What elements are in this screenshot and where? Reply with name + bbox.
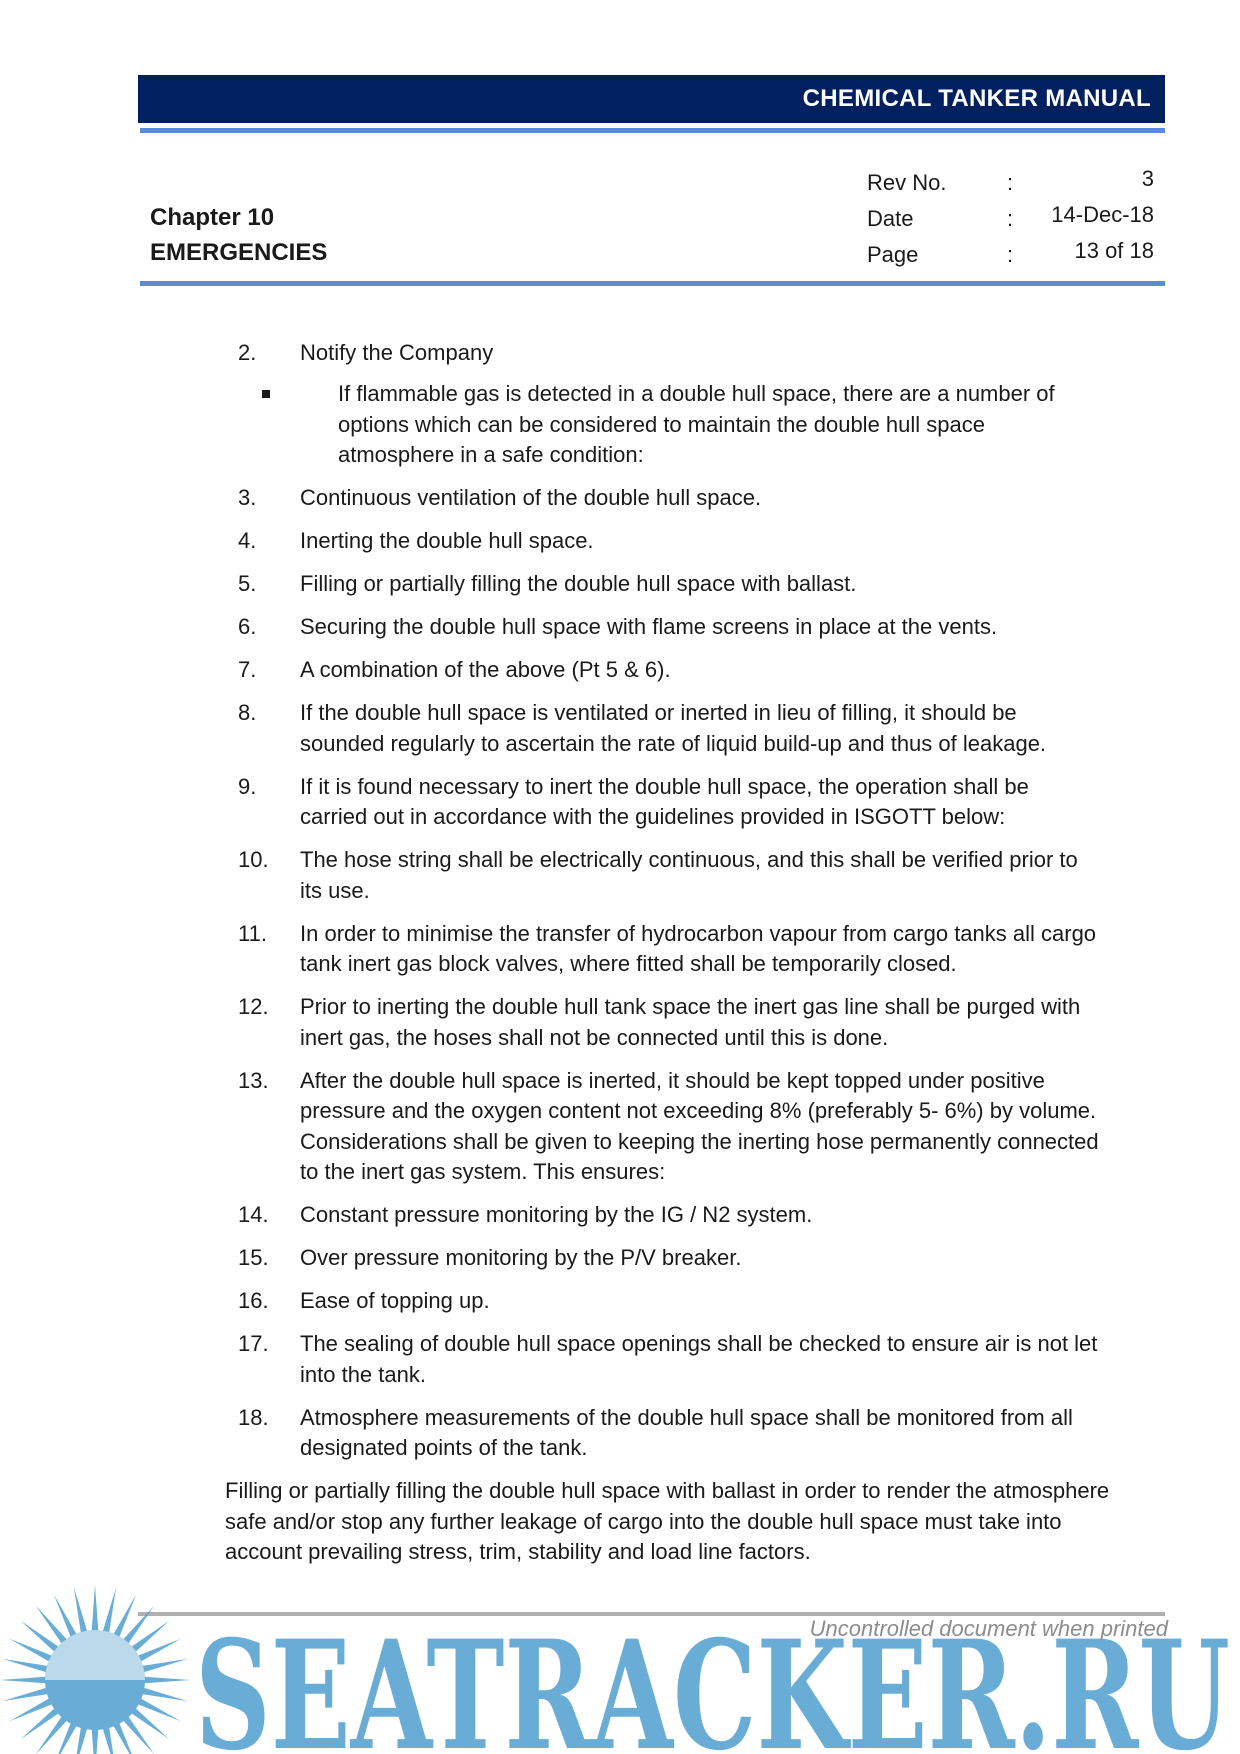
list-item-number: 9.: [238, 773, 257, 799]
list-item-text: After the double hull space is inerted, it should be kept topped under positive pressure and the oxygen content not exceeding 8% (preferably 5- 6%) by volume. Considerations shall be given to keeping the inerting hose permanently connected to the inert gas system. This ensures:: [300, 1067, 1099, 1184]
list-item-number: 14.: [238, 1202, 269, 1227]
list-item-text: Notify the Company: [300, 340, 494, 365]
bullet-item: [200, 379, 1100, 471]
list-item: [200, 1200, 1100, 1231]
list-item: [200, 569, 1100, 600]
meta-page-colon: :: [1007, 242, 1014, 267]
seatracker-watermark: [0, 1560, 1240, 1754]
list-item-text: Continuous ventilation of the double hull space.: [300, 485, 762, 510]
sun-logo-icon: [0, 1585, 190, 1754]
list-item: [200, 655, 1100, 686]
list-item-text: If it is found necessary to inert the double hull space, the operation shall be carried out in accordance with the guidelines provided in ISGOTT below:: [300, 773, 1029, 829]
list-item: [200, 338, 1100, 369]
chapter-title: EMERGENCIES: [150, 239, 328, 266]
list-item-number: 8.: [238, 700, 257, 725]
list-item: [200, 483, 1100, 514]
list-item-number: 18.: [238, 1404, 269, 1430]
list-item-text: Over pressure monitoring by the P/V breaker.: [300, 1245, 742, 1270]
list-item: [200, 992, 1100, 1053]
bullet-text: If flammable gas is detected in a double hull space, there are a number of options which can be considered to maintain the double hull space atmosphere in a safe condition:: [338, 381, 1055, 467]
list-item: [200, 919, 1100, 980]
meta-page-value: 13 of 18: [1074, 238, 1154, 263]
list-item-text: The sealing of double hull space openings shall be checked to ensure air is not let into the tank.: [300, 1331, 1098, 1387]
list-item-text: The hose string shall be electrically continuous, and this shall be verified prior to its use.: [300, 847, 1078, 903]
list-item-number: 12.: [238, 994, 269, 1019]
list-item-number: 4.: [238, 528, 257, 553]
list-item-text: Prior to inerting the double hull tank space the inert gas line shall be purged with inert gas, the hoses shall not be connected until this is done.: [300, 994, 1081, 1050]
list-item: [200, 526, 1100, 557]
list-item-text: A combination of the above (Pt 5 & 6).: [300, 657, 671, 682]
list-item: [200, 612, 1100, 643]
closing-paragraph: Filling or partially filling the double hull space with ballast in order to render the atmosphere safe and/or stop any further leakage of cargo into the double hull space must take into account prevailing stress, trim, stability and load line factors.: [225, 1478, 1110, 1564]
list-item-number: 3.: [238, 485, 257, 510]
list-item-number: 7.: [238, 657, 257, 682]
list-item-number: 17.: [238, 1331, 269, 1356]
header-rule: [140, 128, 1165, 133]
manual-title-bar: [138, 75, 1165, 123]
list-item: [200, 1286, 1100, 1317]
list-item: [200, 845, 1100, 906]
list-item: [200, 772, 1100, 833]
numbered-list: [200, 338, 1100, 1464]
header-bottom-rule: [140, 281, 1165, 286]
chapter-number: Chapter 10: [150, 204, 275, 231]
list-item-text: Atmosphere measurements of the double hull space shall be monitored from all designated points of the tank.: [300, 1404, 1073, 1460]
list-item-number: 15.: [238, 1245, 269, 1270]
body-content: [200, 338, 1110, 1568]
meta-rev-value: 3: [1141, 166, 1154, 191]
manual-title: CHEMICAL TANKER MANUAL: [802, 85, 1151, 112]
list-item-text: Constant pressure monitoring by the IG / N2 system.: [300, 1202, 813, 1227]
list-item: [200, 1329, 1100, 1390]
list-item-number: 2.: [238, 340, 257, 365]
uncontrolled-note: Uncontrolled document when printed: [809, 1616, 1168, 1641]
list-item-number: 10.: [238, 847, 269, 872]
list-item-text: Ease of topping up.: [300, 1288, 490, 1313]
meta-rev-colon: :: [1007, 170, 1014, 195]
list-item-number: 11.: [238, 920, 267, 946]
list-item-text: In order to minimise the transfer of hydrocarbon vapour from cargo tanks all cargo tank inert gas block valves, where fitted shall be temporarily closed.: [300, 920, 1097, 976]
list-item-number: 6.: [238, 614, 257, 639]
list-item-text: Securing the double hull space with flame screens in place at the vents.: [300, 614, 998, 639]
list-item: [200, 1066, 1100, 1188]
list-item: [200, 698, 1100, 759]
meta-date-value: 14-Dec-18: [1051, 202, 1154, 227]
list-item-number: 5.: [238, 571, 257, 596]
list-item: [200, 1243, 1100, 1274]
list-item-text: Filling or partially filling the double hull space with ballast.: [300, 571, 857, 596]
watermark-text: SEATRACKER.RU: [195, 1608, 1230, 1754]
list-item-number: 16.: [238, 1288, 269, 1313]
list-item: [200, 1403, 1100, 1464]
list-item-text: Inerting the double hull space.: [300, 528, 594, 553]
square-bullet-icon: [200, 379, 300, 471]
meta-rev-label: Rev No.: [867, 170, 947, 195]
list-item-number: 13.: [238, 1067, 269, 1093]
meta-page-label: Page: [867, 242, 919, 267]
meta-date-colon: :: [1007, 206, 1014, 231]
meta-date-label: Date: [867, 206, 914, 231]
list-item-text: If the double hull space is ventilated or inerted in lieu of filling, it should be sounded regularly to ascertain the rate of liquid build-up and thus of leakage.: [300, 700, 1047, 756]
